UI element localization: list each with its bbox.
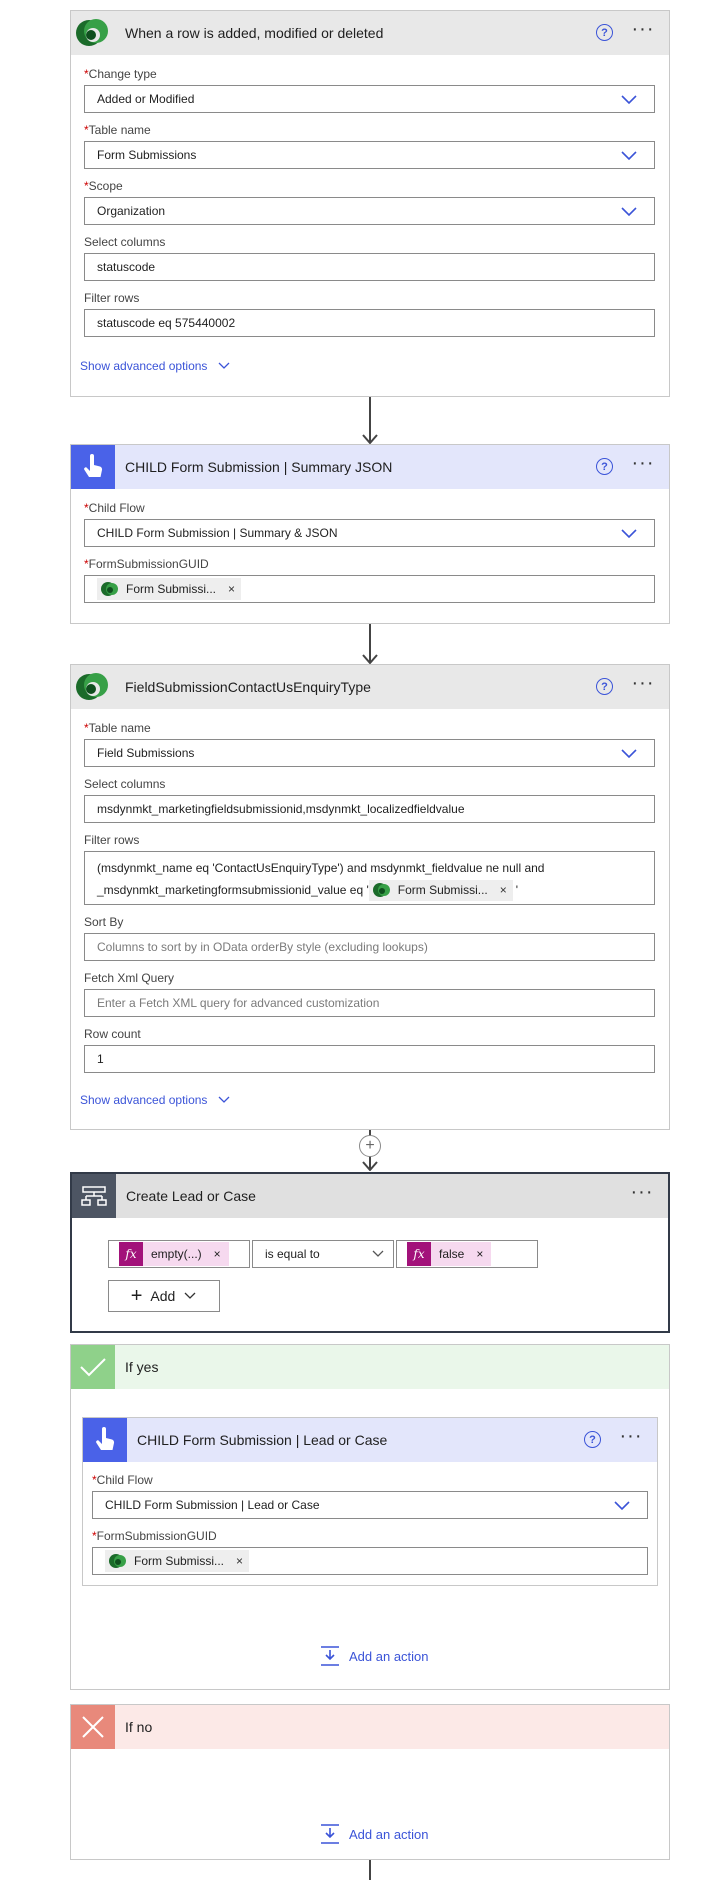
- fetch-xml-label: Fetch Xml Query: [84, 971, 175, 985]
- scope-dropdown[interactable]: [84, 197, 655, 225]
- checkmark-icon: [71, 1345, 115, 1389]
- field-submission-card: [70, 664, 670, 1130]
- row-count-label: Row count: [84, 1027, 141, 1041]
- fx-icon: fx: [119, 1242, 143, 1266]
- fetch-xml-input[interactable]: [84, 989, 655, 1017]
- filter-text-end: ': [515, 883, 519, 897]
- more-options-icon[interactable]: ···: [630, 1181, 654, 1203]
- child-flow-lead-card: [82, 1417, 658, 1586]
- dataverse-icon: [372, 882, 392, 898]
- more-options-icon[interactable]: ···: [631, 18, 655, 40]
- child-flow-label: *Child Flow: [92, 1473, 153, 1487]
- child-flow-lead-body: [83, 1462, 657, 1593]
- condition-left-operand[interactable]: [108, 1240, 250, 1268]
- arrow-down-icon: [362, 434, 378, 444]
- select-columns-input[interactable]: [84, 253, 655, 281]
- help-icon[interactable]: ?: [596, 678, 613, 695]
- chevron-down-icon: [371, 1249, 385, 1259]
- dynamic-content-token[interactable]: [369, 880, 513, 901]
- table-name-label: *Table name: [84, 721, 151, 735]
- select-columns-label: Select columns: [84, 777, 166, 791]
- child-flow-lead-header[interactable]: [83, 1418, 657, 1462]
- fx-icon: fx: [407, 1242, 431, 1266]
- arrow-down-icon: [362, 654, 378, 664]
- dataverse-icon: [100, 581, 120, 597]
- condition-right-operand[interactable]: [396, 1240, 538, 1268]
- condition-title: Create Lead or Case: [126, 1188, 256, 1204]
- field-submission-header[interactable]: [71, 665, 669, 709]
- token-label: empty(...): [151, 1247, 202, 1261]
- if-yes-branch: [70, 1344, 670, 1690]
- sort-by-label: Sort By: [84, 915, 124, 929]
- form-submission-guid-input[interactable]: [84, 575, 655, 603]
- condition-operator-dropdown[interactable]: [252, 1240, 394, 1268]
- table-name-dropdown[interactable]: [84, 739, 655, 767]
- filter-text-line: (msdynmkt_name eq 'ContactUsEnquiryType') and msdynmkt_fieldvalue ne null and: [97, 861, 545, 875]
- if-no-title: If no: [125, 1719, 153, 1735]
- if-no-header[interactable]: [71, 1705, 669, 1749]
- table-name-dropdown[interactable]: [84, 141, 655, 169]
- add-label: Add: [150, 1288, 176, 1304]
- help-icon[interactable]: ?: [596, 24, 613, 41]
- close-icon[interactable]: ×: [228, 582, 236, 596]
- more-options-icon[interactable]: ···: [619, 1425, 643, 1447]
- field-submission-body: [71, 709, 669, 1117]
- token-label: false: [439, 1247, 465, 1261]
- sort-by-input[interactable]: [84, 933, 655, 961]
- scope-value: Organization: [97, 204, 166, 218]
- plus-icon: +: [130, 1285, 143, 1307]
- expression-token[interactable]: [407, 1242, 491, 1266]
- token-label: Form Submissi...: [134, 1554, 225, 1568]
- child-flow-dropdown[interactable]: [84, 519, 655, 547]
- child-flow-summary-header[interactable]: [71, 445, 669, 489]
- add-action-label: Add an action: [349, 1648, 429, 1664]
- scope-label: *Scope: [84, 179, 123, 193]
- child-flow-dropdown[interactable]: [92, 1491, 648, 1519]
- child-flow-lead-title: CHILD Form Submission | Lead or Case: [137, 1432, 388, 1448]
- arrow-down-icon: [362, 1161, 378, 1171]
- add-condition-button[interactable]: [108, 1280, 220, 1312]
- connector-line: [369, 1860, 371, 1880]
- trigger-header[interactable]: [71, 11, 669, 55]
- form-submission-guid-input[interactable]: [92, 1547, 648, 1575]
- chevron-down-icon: [620, 526, 638, 540]
- touch-icon: [71, 445, 115, 489]
- filter-rows-label: Filter rows: [84, 833, 140, 847]
- add-action-icon: [319, 1645, 341, 1667]
- add-an-action-button[interactable]: [319, 1823, 429, 1845]
- table-name-label: *Table name: [84, 123, 151, 137]
- filter-text-line: _msdynmkt_marketingformsubmissionid_value eq ': [97, 883, 369, 897]
- dataverse-icon: [108, 1553, 128, 1569]
- touch-icon: [83, 1418, 127, 1462]
- chevron-down-icon: [217, 1095, 231, 1105]
- insert-step-plus-icon[interactable]: +: [359, 1135, 381, 1157]
- change-type-value: Added or Modified: [97, 92, 195, 106]
- condition-card: [70, 1172, 670, 1333]
- condition-header[interactable]: [72, 1174, 668, 1218]
- if-yes-title: If yes: [125, 1359, 159, 1375]
- show-advanced-options-link[interactable]: [80, 359, 231, 373]
- table-name-value: Field Submissions: [97, 746, 195, 760]
- expression-token[interactable]: [119, 1242, 229, 1266]
- condition-row: [108, 1240, 538, 1278]
- child-flow-summary-title: CHILD Form Submission | Summary JSON: [125, 459, 393, 475]
- chevron-down-icon: [217, 361, 231, 371]
- filter-rows-input[interactable]: [84, 309, 655, 337]
- show-advanced-options-link[interactable]: [80, 1093, 231, 1107]
- row-count-input[interactable]: [84, 1045, 655, 1073]
- token-label: Form Submissi...: [397, 883, 488, 897]
- help-icon[interactable]: ?: [584, 1431, 601, 1448]
- token-label: Form Submissi...: [126, 582, 217, 596]
- condition-icon: [72, 1174, 116, 1218]
- filter-rows-label: Filter rows: [84, 291, 140, 305]
- help-icon[interactable]: ?: [596, 458, 613, 475]
- more-options-icon[interactable]: ···: [631, 672, 655, 694]
- change-type-label: *Change type: [84, 67, 157, 81]
- sort-by-placeholder: Columns to sort by in OData orderBy style (excluding lookups): [97, 940, 428, 954]
- select-columns-value: msdynmkt_marketingfieldsubmissionid,msdynmkt_localizedfieldvalue: [97, 802, 465, 816]
- if-yes-header[interactable]: [71, 1345, 669, 1389]
- table-name-value: Form Submissions: [97, 148, 197, 162]
- fetch-xml-placeholder: Enter a Fetch XML query for advanced customization: [97, 996, 380, 1010]
- dynamic-content-token[interactable]: [97, 578, 241, 600]
- child-flow-value: CHILD Form Submission | Summary & JSON: [97, 526, 338, 540]
- more-options-icon[interactable]: ···: [631, 452, 655, 474]
- child-flow-label: *Child Flow: [84, 501, 145, 515]
- chevron-down-icon: [620, 148, 638, 162]
- dynamic-content-token[interactable]: [105, 1550, 249, 1572]
- trigger-body: [71, 55, 669, 383]
- change-type-dropdown[interactable]: [84, 85, 655, 113]
- row-count-value: 1: [97, 1052, 104, 1066]
- close-icon[interactable]: ×: [499, 883, 507, 897]
- operator-value: is equal to: [265, 1247, 320, 1261]
- form-submission-guid-label: *FormSubmissionGUID: [84, 557, 209, 571]
- chevron-down-icon: [620, 92, 638, 106]
- child-flow-value: CHILD Form Submission | Lead or Case: [105, 1498, 320, 1512]
- child-flow-summary-body: [71, 489, 669, 623]
- select-columns-value: statuscode: [97, 260, 156, 274]
- filter-rows-value: statuscode eq 575440002: [97, 316, 236, 330]
- close-icon[interactable]: ×: [476, 1247, 484, 1261]
- chevron-down-icon: [620, 204, 638, 218]
- trigger-card: [70, 10, 670, 397]
- if-no-branch: [70, 1704, 670, 1860]
- add-action-icon: [319, 1823, 341, 1845]
- filter-rows-input[interactable]: [84, 851, 655, 905]
- select-columns-input[interactable]: [84, 795, 655, 823]
- child-flow-summary-card: [70, 444, 670, 624]
- dataverse-icon: [71, 665, 115, 709]
- add-an-action-button[interactable]: [319, 1645, 429, 1667]
- form-submission-guid-label: *FormSubmissionGUID: [92, 1529, 217, 1543]
- close-icon[interactable]: ×: [213, 1247, 221, 1261]
- add-action-label: Add an action: [349, 1826, 429, 1842]
- close-icon[interactable]: ×: [236, 1554, 244, 1568]
- chevron-down-icon: [620, 746, 638, 760]
- select-columns-label: Select columns: [84, 235, 166, 249]
- show-advanced-label: Show advanced options: [80, 1093, 208, 1107]
- chevron-down-icon: [183, 1291, 197, 1301]
- cross-icon: [71, 1705, 115, 1749]
- chevron-down-icon: [613, 1498, 631, 1512]
- dataverse-icon: [71, 11, 115, 55]
- field-submission-title: FieldSubmissionContactUsEnquiryType: [125, 679, 371, 695]
- trigger-title: When a row is added, modified or deleted: [125, 25, 384, 41]
- show-advanced-label: Show advanced options: [80, 359, 208, 373]
